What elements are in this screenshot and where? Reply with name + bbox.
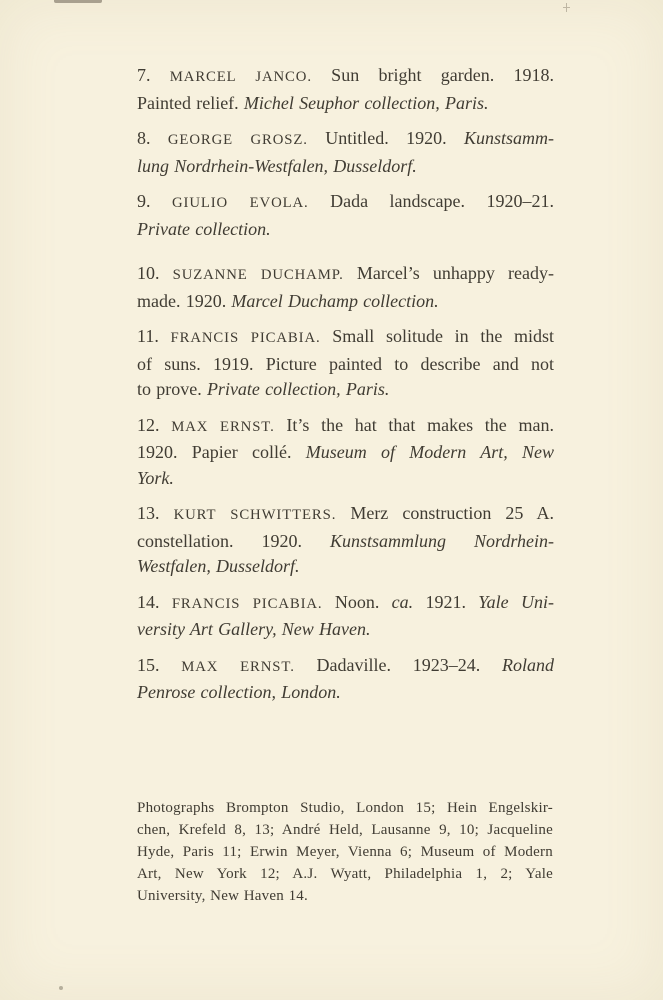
collection-text: ca. [391,591,414,612]
text-line [137,863,553,885]
entry-text: Small solitude in the midst [320,326,554,346]
catalog-entry-12 [137,413,554,492]
collection-text: Kunstsammlung Nordrhein- [329,530,555,551]
text-line [137,841,553,863]
entry-text: 1921. [413,591,479,612]
artist-name: MARCEL JANCO. [169,69,312,85]
collection-text: Museum of Modern Art, New [305,442,554,462]
entry-text: 14. [137,591,172,612]
text-line [137,352,554,378]
collection-text: Roland [501,654,554,675]
entry-text: Dada landscape. 1920–21. [308,191,554,211]
collection-text: Penrose collection, London. [137,682,341,702]
entry-text: Art, New York 12; A.J. Wyatt, Philadelphia 1, 2; Yale [137,866,553,882]
entry-text: chen, Krefeld 8, 13; André Held, Lausanne 9, 10; Jacqueline [137,822,553,838]
text-line [137,63,554,91]
registration-cross-artifact [563,3,570,12]
entry-text: made. 1920. [137,290,232,311]
catalog-entry-11 [137,324,554,403]
scan-smudge-artifact [54,0,102,3]
photo-credits [137,797,553,907]
entry-text: 1920. Papier collé. [137,442,306,462]
entry-text: 7. [137,65,170,85]
text-line [137,885,553,907]
text-line [137,377,554,403]
text-line [137,189,554,217]
entry-text: Noon. [322,591,392,612]
entry-text: Painted relief. [137,92,244,113]
collection-text: Westfalen, Dusseldorf. [137,556,300,576]
collection-text: lung Nordrhein-Westfalen, Dusseldorf. [137,155,417,176]
entry-text: 10. [137,263,173,283]
entry-text: Photographs Brompton Studio, London 15; Hein Engelskir- [137,800,553,816]
collection-text: Marcel Duchamp collection. [231,290,439,311]
entry-text: 9. [137,191,172,211]
catalog-entry-7 [137,63,554,116]
artist-name: FRANCIS PICABIA. [171,595,323,612]
text-line [137,413,554,441]
artist-name: MAX ERNST. [171,418,275,435]
entry-text: Dadaville. 1923–24. [294,654,502,675]
entry-text: Merz construction 25 A. [336,503,554,523]
entry-text: 13. [137,503,174,523]
artist-name: FRANCIS PICABIA. [170,330,321,346]
entry-text: 12. [137,414,172,435]
collection-text: Michel Seuphor collection, Paris. [243,92,489,113]
collection-text: York. [137,467,174,488]
collection-text: Private collection. [137,218,271,239]
text-line [137,590,554,618]
text-line [137,617,554,643]
catalog-entry-15 [137,653,554,706]
text-line [137,466,554,492]
entry-text: Hyde, Paris 11; Erwin Meyer, Vienna 6; Museum of Modern [137,844,553,860]
catalog-entry-10 [137,261,554,314]
collection-text: versity Art Gallery, New Haven. [137,619,371,639]
text-line [137,680,554,706]
text-line [137,126,554,154]
text-line [137,154,554,180]
scan-dot-artifact [59,986,63,990]
text-line [137,440,554,466]
artist-name: GEORGE GROSZ. [167,132,308,148]
entry-text: 15. [137,654,182,675]
text-line [137,529,554,555]
collection-text: Private collection, Paris. [206,379,390,399]
entry-text: Untitled. 1920. [307,128,464,148]
entry-text: constellation. 1920. [137,530,330,551]
entry-text: University, New Haven 14. [137,888,308,904]
text-line [137,261,554,289]
entry-text: Sun bright garden. 1918. [311,65,554,85]
catalog-entry-8 [137,126,554,179]
text-line [137,324,554,352]
collection-text: Kunstsamm- [463,128,554,148]
artist-name: MAX ERNST. [181,658,295,675]
text-line [137,91,554,117]
entry-text: It’s the hat that makes the man. [274,414,554,435]
catalog-entry-9 [137,189,554,242]
catalog-entry-13 [137,501,554,580]
entry-text: Marcel’s unhappy ready- [343,263,554,283]
artist-name: GIULIO EVOLA. [171,195,309,211]
text-line [137,797,553,819]
text-line [137,819,553,841]
entry-text: 11. [137,326,171,346]
artist-name: SUZANNE DUCHAMP. [172,267,344,283]
text-line [137,289,554,315]
entry-text: of suns. 1919. Picture painted to describe and not [137,353,554,374]
text-line [137,554,554,580]
artist-name: KURT SCHWITTERS. [173,507,337,523]
entry-text: to prove. [137,379,207,399]
entry-text: 8. [137,128,168,148]
catalog-entry-14 [137,590,554,643]
catalog-entries [137,63,554,716]
text-line [137,501,554,529]
text-line [137,217,554,243]
collection-text: Yale Uni- [478,591,554,612]
text-line [137,653,554,681]
